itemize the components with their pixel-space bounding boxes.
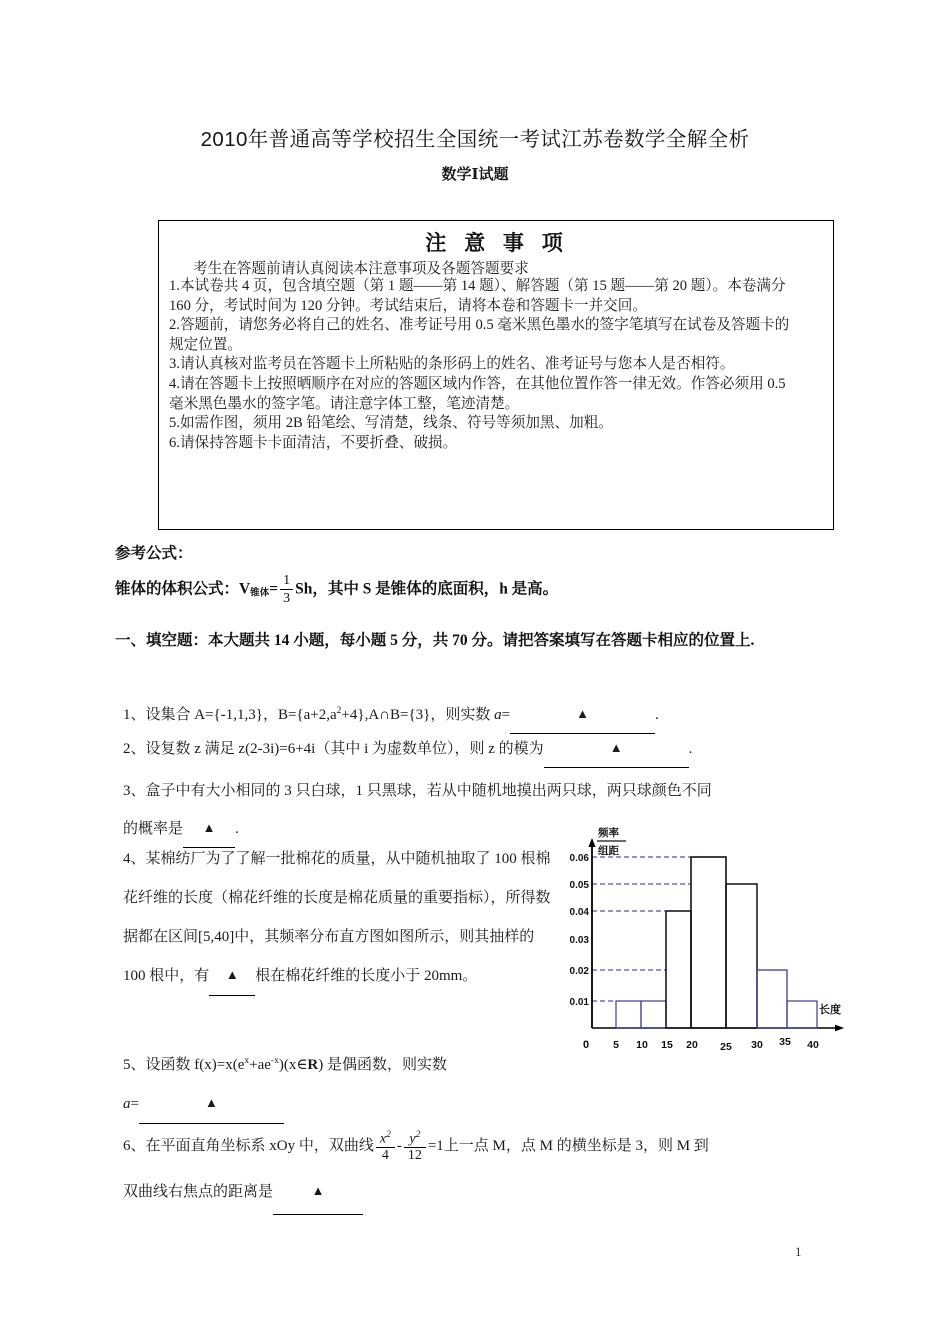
answer-blank[interactable]	[273, 1168, 363, 1215]
question-4	[123, 840, 553, 997]
question-1-tail: .	[655, 707, 659, 723]
bar-25-30	[726, 884, 757, 1028]
bar-10-15	[641, 1001, 666, 1028]
question-1-variable-a: a	[494, 707, 502, 723]
x-tick-25: 25	[720, 1041, 732, 1053]
reference-formula-label: 参考公式：	[115, 545, 193, 562]
x-tick-40: 40	[807, 1039, 819, 1051]
question-6-text-c: 双曲线右焦点的距离是	[123, 1184, 274, 1200]
question-5-text-b: +ae	[249, 1057, 271, 1073]
notice-item: 5.如需作图，须用 2B 铅笔绘、写清楚，线条、符号等须加黑、加粗。	[169, 415, 613, 432]
notice-heading: 注 意 事 项	[425, 232, 569, 255]
y-tick-0.03: 0.03	[569, 935, 589, 946]
question-1-text-a: 设集合 A={-1,1,3}，B={a+2,a	[145, 707, 337, 723]
bar-35-40	[787, 1001, 817, 1028]
answer-blank[interactable]	[544, 729, 689, 768]
cone-formula-symbol: V	[239, 580, 251, 598]
histogram-svg	[556, 820, 848, 1062]
answer-blank[interactable]	[139, 1084, 284, 1124]
hyperbola-x-term-fraction	[376, 1127, 395, 1165]
y-axis-label-denominator: 组距	[598, 845, 619, 857]
question-1	[123, 692, 843, 735]
cone-volume-formula	[115, 573, 558, 607]
question-6-text-b: =1上一点 M，点 M 的横坐标是 3，则 M 到	[427, 1138, 709, 1154]
y-tick-0.06: 0.06	[569, 853, 589, 864]
question-5	[123, 1042, 553, 1125]
question-1-number: 1、	[123, 707, 146, 723]
y-tick-labels	[570, 853, 590, 1008]
question-1-exponent: 2	[336, 706, 342, 716]
y-axis-arrow	[588, 838, 595, 847]
notice-box	[158, 220, 834, 530]
numerator-exponent: 2	[386, 1129, 391, 1140]
answer-blank[interactable]	[209, 956, 255, 996]
page-subtitle: 数学Ⅰ试题	[441, 167, 509, 183]
question-4-text-b: 根在棉花纤维的长度小于 20mm。	[255, 968, 478, 984]
question-3-text-a: 盒子中有大小相同的 3 只白球，1 只黑球，若从中随机地摸出两只球，两只球颜色不同	[145, 783, 712, 799]
y-axis-label-numerator: 频率	[598, 827, 619, 839]
fill-in-the-blank-section-heading: 一、填空题：本大题共 14 小题，每小题 5 分，共 70 分。请把答案填写在答题卡相应的位置上.	[115, 632, 755, 649]
x-tick-30: 30	[751, 1039, 763, 1051]
guide-lines	[592, 857, 699, 1001]
question-5-text-a: 设函数 f(x)=x(e	[145, 1057, 245, 1073]
frequency-distribution-histogram	[556, 820, 848, 1062]
notice-item: 4.请在答题卡上按照晒顺序在对应的答题区域内作答，在其他位置作答一律无效。作答必须用 0.5	[169, 375, 786, 392]
question-3-tail: .	[235, 821, 239, 837]
notice-item: 2.答题前，请您务必将自己的姓名、准考证号用 0.5 毫米黑色墨水的签字笔填写在试卷及答题卡的	[169, 317, 790, 334]
question-6-minus: -	[396, 1138, 402, 1154]
notice-item: 6.请保持答题卡卡面清洁，不要折叠、破损。	[169, 434, 458, 451]
x-axis-label: 长度	[819, 1004, 841, 1016]
notice-item: 160 分，考试时间为 120 分钟。考试结束后，请将本卷和答题卡一并交回。	[169, 297, 647, 314]
triangle-marker: ▲	[205, 1095, 218, 1110]
fraction-numerator: 1	[283, 573, 291, 588]
question-5-equals: =	[130, 1096, 139, 1112]
question-2-text: 设复数 z 满足 z(2-3i)=6+4i（其中 i 为虚数单位），则 z 的模为	[145, 741, 544, 757]
question-1-text-b: +4},A∩B={3}，则实数	[341, 707, 495, 723]
fraction-denominator: 12	[407, 1148, 422, 1164]
question-5-text-c: )(x∈	[278, 1057, 308, 1073]
question-6-number: 6、	[123, 1138, 146, 1154]
cone-formula-equals: =	[269, 580, 279, 598]
histogram-bars	[616, 857, 817, 1028]
question-5-text-d: ) 是偶函数，则实数	[318, 1057, 448, 1073]
y-tick-0.04: 0.04	[569, 907, 589, 918]
question-5-exponent-x: x	[244, 1056, 250, 1066]
y-axis-label-group	[597, 826, 626, 857]
numerator-variable: y	[409, 1131, 416, 1147]
question-1-equals: =	[501, 707, 511, 723]
x-tick-10: 10	[636, 1039, 648, 1051]
x-tick-20: 20	[686, 1039, 698, 1051]
y-tick-0.02: 0.02	[569, 966, 589, 977]
cone-formula-prefix: 锥体的体积公式：	[115, 580, 240, 598]
x-tick-15: 15	[661, 1039, 673, 1051]
triangle-marker: ▲	[202, 820, 216, 835]
x-axis-arrow	[835, 1025, 844, 1032]
page-number: 1	[795, 1244, 802, 1259]
y-tick-0.05: 0.05	[569, 880, 589, 891]
notice-item: 毫米黑色墨水的签字笔。请注意字体工整，笔迹清楚。	[169, 395, 520, 412]
notice-item: 1.本试卷共 4 页，包含填空题（第 1 题——第 14 题）、解答题（第 15 题——第 20 题）。本卷满分	[169, 278, 786, 294]
bar-20-25	[691, 857, 726, 1028]
question-4-text-a: 某棉纺厂为了了解一批棉花的质量，从中随机抽取了 100 根棉花纤维的长度（棉花纤维的长度是棉花质量的重要指标），所得数据都在区间[5,40]中，其频率分布直方图如图所示，则其抽样的 100 根中，有	[123, 851, 551, 984]
one-third-fraction	[280, 573, 293, 607]
fraction-numerator	[376, 1127, 395, 1148]
x-tick-labels	[613, 1036, 819, 1053]
cone-formula-body: Sh，其中 S 是锥体的底面积，h 是高。	[295, 580, 559, 598]
triangle-marker: ▲	[609, 740, 623, 755]
fraction-bar	[280, 589, 293, 590]
triangle-marker: ▲	[311, 1183, 325, 1198]
question-3-text-b: 的概率是	[123, 821, 184, 837]
notice-item: 3.请认真核对监考员在答题卡上所粘贴的条形码上的姓名、准考证号与您本人是否相符。	[169, 356, 735, 373]
bar-5-10	[616, 1001, 641, 1028]
question-6-text-a: 在平面直角坐标系 xOy 中，双曲线	[145, 1138, 374, 1154]
fraction-numerator	[404, 1127, 426, 1148]
question-5-variable-a: a	[123, 1096, 131, 1112]
question-5-exponent-neg-x: -x	[270, 1056, 279, 1066]
fraction-denominator: 4	[381, 1148, 389, 1164]
numerator-exponent: 2	[415, 1129, 421, 1140]
bar-15-20	[666, 911, 691, 1028]
notice-item-list	[169, 277, 829, 453]
origin-label: 0	[583, 1039, 590, 1051]
question-2-number: 2、	[123, 741, 146, 757]
numerator-variable: x	[379, 1131, 387, 1147]
question-2-tail: .	[688, 741, 693, 757]
fraction-denominator: 3	[283, 591, 291, 606]
cone-formula-subscript: 锥体	[250, 588, 270, 599]
x-tick-5: 5	[613, 1039, 619, 1051]
question-5-real-set-symbol: R	[307, 1057, 319, 1073]
question-2	[123, 730, 843, 769]
y-tick-0.01: 0.01	[569, 997, 589, 1008]
notice-lead-text: 考生在答题前请认真阅读本注意事项及各题答题要求	[193, 261, 529, 277]
question-4-number: 4、	[123, 851, 146, 867]
notice-item: 规定位置。	[169, 336, 242, 353]
question-5-number: 5、	[123, 1057, 146, 1073]
triangle-marker: ▲	[576, 706, 590, 721]
question-3-number: 3、	[123, 783, 146, 799]
question-6	[123, 1123, 843, 1216]
x-tick-35: 35	[779, 1036, 791, 1048]
triangle-marker: ▲	[225, 967, 239, 982]
hyperbola-y-term-fraction	[404, 1127, 426, 1165]
bar-30-35	[757, 970, 787, 1028]
page-title: 2010年普通高等学校招生全国统一考试江苏卷数学全解全析	[200, 128, 750, 151]
